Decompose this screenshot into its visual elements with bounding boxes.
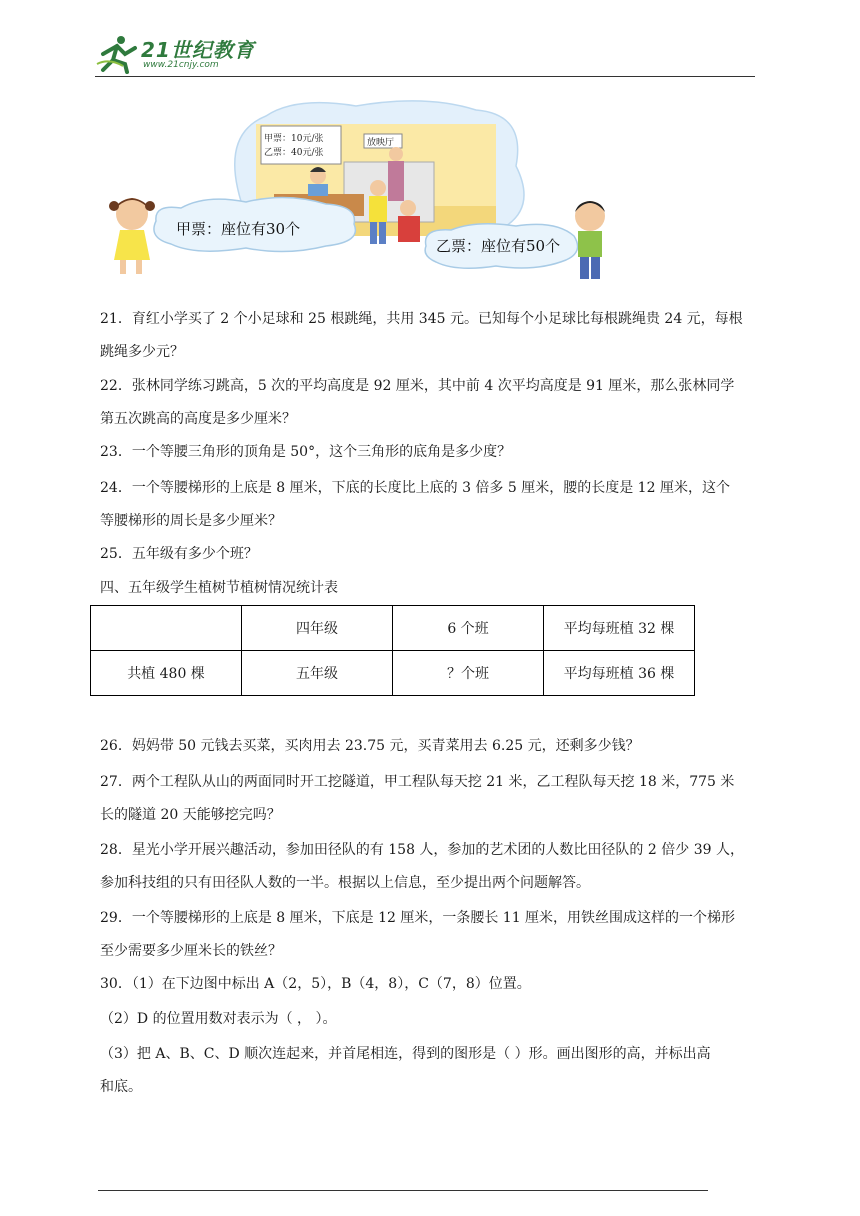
question-22 xyxy=(100,370,760,436)
question-28 xyxy=(100,834,760,900)
question-30-part-1: 30．（1）在下边图中标出 A（2，5），B（4，8），C（7，8）位置。 xyxy=(100,976,531,992)
logo-url: www.21cnjy.com xyxy=(143,60,219,70)
question-30-part-3-line-2: 和底。 xyxy=(100,1079,142,1095)
table-cell: 共植 480 棵 xyxy=(91,651,242,696)
question-21 xyxy=(100,303,760,369)
left-bubble-text: 甲票：座位有30个 xyxy=(176,220,301,238)
runner-logo-icon xyxy=(95,34,139,74)
question-22-line-1: 22．张林同学练习跳高，5 次的平均高度是 92 厘米，其中前 4 次平均高度是 91 厘米，那么张林同学 xyxy=(100,378,735,394)
table-cell: 五年级 xyxy=(242,651,393,696)
question-23: 23．一个等腰三角形的顶角是 50°，这个三角形的底角是多少度？ xyxy=(100,444,512,460)
question-24 xyxy=(100,472,760,538)
table-title: 四、五年级学生植树节植树情况统计表 xyxy=(100,580,338,596)
question-22-line-2: 第五次跳高的高度是多少厘米？ xyxy=(100,411,296,427)
question-30-part-3-line-1: （3）把 A、B、C、D 顺次连起来，并首尾相连，得到的图形是（ ）形。画出图形的高，并标出高 xyxy=(100,1046,711,1062)
question-24-line-1: 24．一个等腰梯形的上底是 8 厘米，下底的长度比上底的 3 倍多 5 厘米，腰的长度是 12 厘米，这个 xyxy=(100,480,730,496)
question-29-line-1: 29．一个等腰梯形的上底是 8 厘米，下底是 12 厘米，一条腰长 11 厘米，用铁丝围成这样的一个梯形 xyxy=(100,910,736,926)
planting-table xyxy=(90,605,695,696)
footer-divider xyxy=(98,1190,708,1191)
header-divider xyxy=(95,76,755,77)
table-cell: 四年级 xyxy=(242,606,393,651)
price-line-1: 甲票：10元/张 xyxy=(264,134,324,144)
question-27-line-1: 27．两个工程队从山的两面同时开工挖隧道，甲工程队每天挖 21 米，乙工程队每天挖 18 米，775 米 xyxy=(100,774,735,790)
logo-text: 21世纪教育 xyxy=(141,38,255,62)
question-28-line-1: 28．星光小学开展兴趣活动，参加田径队的有 158 人，参加的艺术团的人数比田径队的 2 倍少 39 人， xyxy=(100,842,744,858)
question-27 xyxy=(100,766,760,832)
table-cell: 6 个班 xyxy=(393,606,544,651)
question-26: 26．妈妈带 50 元钱去买菜，买肉用去 23.75 元，买青菜用去 6.25 元，还剩多少钱？ xyxy=(100,738,640,754)
question-30-part-2: （2）D 的位置用数对表示为（ ， ）。 xyxy=(100,1011,337,1027)
question-27-line-2: 长的隧道 20 天能够挖完吗？ xyxy=(100,807,281,823)
table-cell: ？个班 xyxy=(393,651,544,696)
hall-sign: 放映厅 xyxy=(367,138,395,148)
cinema-ticket-illustration xyxy=(96,96,636,286)
right-bubble-text: 乙票：座位有50个 xyxy=(436,237,561,255)
table-cell: 平均每班植 36 棵 xyxy=(544,651,695,696)
table-cell: 平均每班植 32 棵 xyxy=(544,606,695,651)
price-line-2: 乙票：40元/张 xyxy=(264,148,324,158)
table-row xyxy=(91,651,695,696)
question-28-line-2: 参加科技组的只有田径队人数的一半。根据以上信息，至少提出两个问题解答。 xyxy=(100,875,590,891)
page-header xyxy=(95,30,755,78)
table-row xyxy=(91,606,695,651)
question-21-line-2: 跳绳多少元？ xyxy=(100,344,184,360)
table-cell xyxy=(91,606,242,651)
question-21-line-1: 21．育红小学买了 2 个小足球和 25 根跳绳，共用 345 元。已知每个小足球比每根跳绳贵 24 元，每根 xyxy=(100,311,743,327)
question-30-part-3 xyxy=(100,1038,760,1104)
question-29-line-2: 至少需要多少厘米长的铁丝？ xyxy=(100,943,282,959)
question-25: 25．五年级有多少个班？ xyxy=(100,546,258,562)
question-24-line-2: 等腰梯形的周长是多少厘米？ xyxy=(100,513,282,529)
question-29 xyxy=(100,902,760,968)
